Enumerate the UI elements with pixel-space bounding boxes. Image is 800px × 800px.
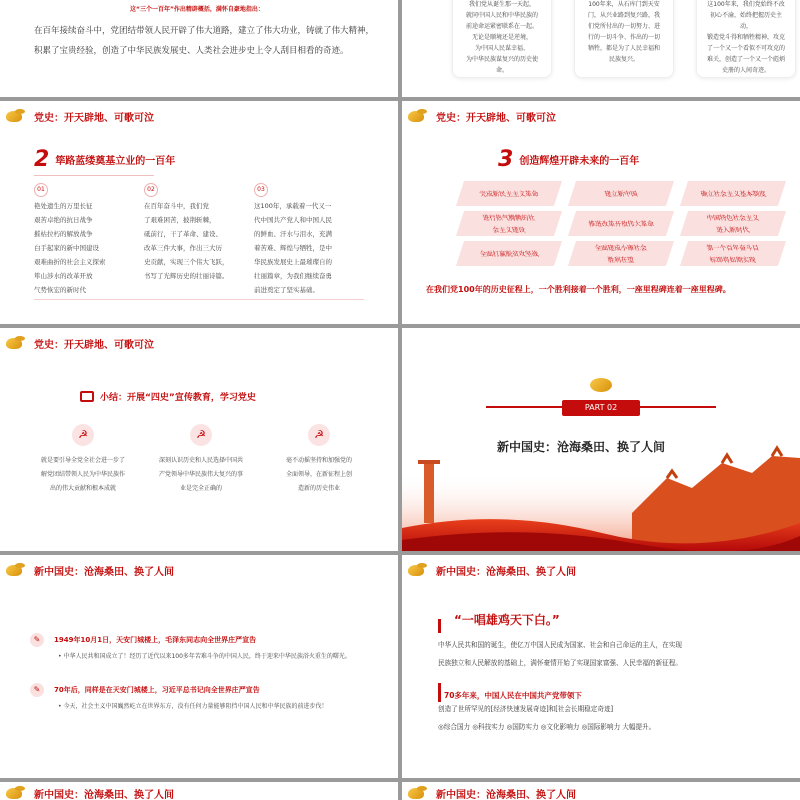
great-wall-illustration [402, 328, 800, 551]
number-badge: 03 [254, 183, 268, 197]
number-badge: 02 [144, 183, 158, 197]
slide-conclusion[interactable] [0, 328, 398, 551]
slide-century-glory[interactable] [402, 101, 800, 324]
column-line: 摧枯拉朽的解放战争 [34, 230, 93, 238]
column-line: 的鲜血、汗水与泪水，充满 [254, 230, 332, 238]
card-line: 锻造党斗得和牺牲精神，攻克 [706, 34, 785, 41]
slide-next-partial[interactable] [402, 782, 800, 800]
conclusion-line: 深刻认识历史和人民选择中国共 [158, 457, 243, 464]
header-title: 党史：开天辟地、可歌可泣 [34, 112, 154, 124]
achievement-item [456, 241, 562, 266]
part-title: 新中国史：沧海桑田、换了人间 [497, 440, 666, 454]
card-line: 就同中国人民和中华民族的 [465, 12, 538, 19]
card-line: 牺牲，都是为了人民幸福和 [587, 45, 660, 52]
slide1-para2: 积累了宝贵经验，创造了中华民族发展史、人类社会进步史上令人刮目相看的奇迹。 [34, 46, 349, 56]
summary-text: 在我们党100年的历史征程上，一个胜利接着一个胜利，一座里程碑连着一座里程碑。 [426, 285, 731, 294]
achievement-line: 建立新中国 [603, 189, 639, 198]
achievement-item [680, 211, 786, 236]
slide1-note: 这“三个一百年”作出精辟概括，满怀自豪地指出： [130, 6, 264, 13]
card-line: 为中华民族谋复兴的历史使命。 [465, 56, 538, 74]
para-3: 创造了世所罕见的[经济快速发展奇迹]和[社会长期稳定奇迹] [438, 705, 614, 713]
achievement-line: 中国特色社会主义 [705, 213, 761, 222]
para-1: 中华人民共和国的诞生，使亿万中国人民成为国家、社会和自己命运的主人，在实现 [438, 641, 682, 649]
card-line: 难关，创造了一个又一个彪炳 [706, 56, 785, 63]
slide-next-partial[interactable] [0, 782, 398, 800]
event-1-text: • 中华人民共和国成立了！经历了近代以来100多年苦难斗争的中国人民，终于迎来中华民族浴火重生的曙光。 [58, 653, 351, 660]
number-badge: 01 [34, 183, 48, 197]
column-line: 华民族发展史上最璀璨自的 [254, 258, 332, 266]
achievement-line: 进入新时代 [715, 225, 751, 234]
monitor-icon [80, 391, 94, 402]
column-line: 艳处遗生的万里长征 [34, 202, 93, 210]
conclusion-line: 造新的历史伟业 [297, 485, 340, 492]
conclusion-card [264, 424, 374, 496]
info-card [574, 0, 674, 78]
party-emblem-icon [408, 563, 430, 577]
card-line: 民族复兴。 [608, 56, 639, 63]
slide-header [6, 334, 154, 352]
achievement-item [456, 181, 562, 206]
slide-header [408, 107, 556, 125]
achievement-line: 标即将如期实现 [708, 255, 758, 264]
achievement-line: 推进改革开放伟大革命 [587, 219, 655, 228]
card-line: 我们党从诞生那一天起， [468, 1, 535, 8]
slide-century-founding[interactable] [0, 101, 398, 324]
timeline-column [254, 183, 364, 297]
column-line: 气势恢宏的新时代 [34, 286, 86, 294]
section-title [498, 147, 639, 172]
conclusion-line: 解党团结带领人民为中华民族作 [40, 471, 125, 478]
slide-summary-quote[interactable] [0, 0, 398, 97]
quote-divider [438, 619, 441, 633]
card-line: 100年来，从石库门到天安 [588, 1, 660, 8]
card-line: 前途命运紧密联系在一起。 [465, 23, 538, 30]
achievement-item [568, 211, 674, 236]
card-line: 行的一切斗争、作出的一切 [587, 34, 660, 41]
slide-header [408, 561, 576, 579]
event-1-title: 1949年10月1日，天安门城楼上，毛泽东同志向全世界庄严宣告 [54, 636, 257, 644]
slide-header [6, 561, 174, 579]
section-number: 3 [498, 147, 514, 172]
header-title: 新中国史：沧海桑田、换了人间 [34, 789, 174, 800]
party-emblem-icon [408, 786, 430, 800]
column-line: 这100年，承载着一代又一 [254, 202, 332, 210]
conclusion-line: 出的伟大贡献和根本成就 [49, 485, 116, 492]
conclusion-line: 毫不动摇坚持和加强党的 [285, 457, 352, 464]
achievement-item [680, 241, 786, 266]
section-title-text: 小结：开展“四史”宣传教育，学习党史 [100, 393, 256, 403]
timeline-column [144, 183, 254, 283]
column-line: 白手起家的新中国建设 [34, 244, 99, 252]
header-title: 新中国史：沧海桑田、换了人间 [34, 566, 174, 578]
info-card [452, 0, 552, 78]
hammer-sickle-icon: ☭ [190, 424, 212, 446]
section-title [34, 147, 175, 172]
column-line: 史贡献，实现三个伟大飞跃， [144, 258, 229, 266]
column-line: 艰苦卓绝的抗日战争 [34, 216, 93, 224]
hammer-sickle-icon: ☭ [308, 424, 330, 446]
achievement-line: 第一个百年奋斗目 [705, 243, 761, 252]
header-title: 新中国史：沧海桑田、换了人间 [436, 789, 576, 800]
achievement-line: 胜利在望 [606, 255, 636, 264]
part-label: PART 02 [562, 400, 640, 416]
para-4: ◎综合国力 ◎科技实力 ◎国防实力 ◎文化影响力 ◎国际影响力 大幅提升。 [438, 723, 656, 731]
achievement-item [456, 211, 562, 236]
slide1-para1: 在百年接续奋斗中，党团结带领人民开辟了伟大道路，建立了伟大功业，铸就了伟大精神， [34, 26, 375, 36]
card-line: 史册的人间奇迹。 [721, 67, 770, 74]
conclusion-line: 就是要引导全党全社会进一步了 [40, 457, 125, 464]
party-emblem-icon [6, 109, 28, 123]
event-2-title: 70年后，同样是在天安门城楼上，习近平总书记向全世界庄严宣告 [54, 686, 260, 694]
column-line: 艰难曲折的社会主义探索 [34, 258, 106, 266]
slide-header [408, 784, 576, 800]
card-line: 无论是顺境还是逆境， [471, 34, 532, 41]
slide-new-china-quote[interactable] [402, 555, 800, 778]
party-emblem-icon [6, 786, 28, 800]
achievement-line: 全面建成小康社会 [593, 243, 649, 252]
sub-title [438, 683, 582, 702]
column-line: 代中国共产党人和中国人民 [254, 216, 332, 224]
event-1-text-content: 中华人民共和国成立了！经历了近代以来100多年苦难斗争的中国人民，终于迎来中华民族浴火重生的曙光。 [63, 653, 351, 660]
achievement-line: 会主义建设 [491, 225, 527, 234]
timeline-column [34, 183, 144, 297]
card-line: 为中国人民谋幸福、 [474, 45, 529, 52]
conclusion-line: 业是完全正确的 [179, 485, 222, 492]
divider [34, 175, 154, 176]
event-1-header [30, 633, 256, 647]
column-line: 前进奠定了坚实基础。 [254, 286, 319, 294]
achievement-item [568, 241, 674, 266]
section-title-text: 创造辉煌开辟未来的一百年 [519, 156, 640, 167]
achievement-item [680, 181, 786, 206]
card-line: 这100年来，我们党始终不改 [707, 1, 785, 8]
achievement-line: 确立社会主义基本制度 [699, 189, 767, 198]
info-card [696, 0, 796, 78]
column-line: 着苦难、辉煌与牺牲，是中 [254, 244, 332, 252]
achievement-line: 进行热气腾腾的社 [481, 213, 537, 222]
hammer-sickle-icon: ☭ [72, 424, 94, 446]
section-title-text: 筚路蓝缕奠基立业的一百年 [55, 156, 176, 167]
conclusion-line: 全面领导，在新征程上创 [285, 471, 352, 478]
column-line: 砥前行，干了革命、建设、 [144, 230, 222, 238]
section-number: 2 [34, 147, 50, 172]
conclusion-card [146, 424, 256, 496]
conclusion-card [28, 424, 138, 496]
slide-new-china-events[interactable] [0, 555, 398, 778]
divider [34, 299, 364, 300]
header-title: 新中国史：沧海桑田、换了人间 [436, 566, 576, 578]
achievement-line: 全面打赢脱贫攻坚战 [478, 249, 540, 258]
column-line: 壮丽篇章，为我们继续奋勇 [254, 272, 332, 280]
slide-header [6, 107, 154, 125]
card-line: 了一个又一个看似不可攻克的 [706, 45, 785, 52]
document-icon: ✎ [30, 633, 44, 647]
party-emblem-icon [408, 109, 430, 123]
card-line: 初心不渝，始终把握历史主动， [709, 12, 782, 30]
para-2: 民族独立和人民解放的基础上，满怀豪情开始了实现国家富强、人民幸福的新征程。 [438, 659, 682, 667]
card-line: 门，从兴业路到复兴路，我 [587, 12, 660, 19]
card-line: 们党所付出的一切努力、进 [587, 23, 660, 30]
header-title: 党史：开天辟地、可歌可泣 [34, 339, 154, 351]
sub-title-text: 70多年来，中国人民在中国共产党带领下 [444, 691, 582, 700]
party-emblem-icon [6, 563, 28, 577]
document-icon: ✎ [30, 683, 44, 697]
event-2-text-content: 今天，社会主义中国巍然屹立在世界东方，没有任何力量能够阻挡中国人民和中华民族的前进步伐！ [63, 703, 328, 710]
achievement-item [568, 181, 674, 206]
column-line: 书写了光辉历史的壮丽诗篇。 [144, 272, 229, 280]
party-emblem-icon [6, 336, 28, 350]
achievement-line: 完成新民主主义革命 [478, 189, 540, 198]
quote-title: “一唱雄鸡天下白。” [454, 613, 560, 627]
slide-three-cards[interactable] [402, 0, 800, 97]
column-line: 筚山涉水的改革开放 [34, 272, 93, 280]
event-2-header [30, 683, 260, 697]
header-title: 党史：开天辟地、可歌可泣 [436, 112, 556, 124]
column-line: 改革三件大事，作出三大历 [144, 244, 222, 252]
column-line: 了艰难困苦，披荆斩棘， [144, 216, 216, 224]
slide-header [6, 784, 174, 800]
event-2-text: • 今天，社会主义中国巍然屹立在世界东方，没有任何力量能够阻挡中国人民和中华民族的前进步伐！ [58, 703, 328, 710]
section-title [80, 390, 256, 403]
column-line: 在百年奋斗中，我们党 [144, 202, 209, 210]
slide-part-cover[interactable] [402, 328, 800, 551]
conclusion-line: 产党领导中华民族伟大复兴的事 [158, 471, 243, 478]
